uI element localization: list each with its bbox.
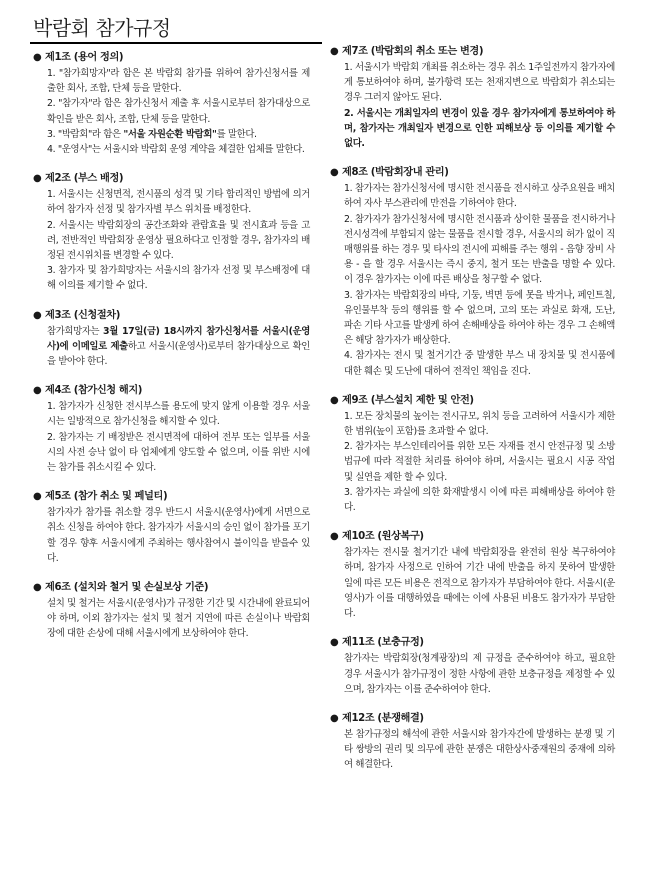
- article-paragraph: 1. 서울시는 신청면적, 전시품의 성격 및 기타 합리적인 방법에 의거하여 참가자 선정 및 참가자별 부스 위치를 배정한다.: [47, 189, 310, 216]
- article-paragraph: [33, 127, 310, 142]
- article-paragraph: 3. 참가자는 박람회장의 바닥, 기둥, 벽면 등에 못을 박거나, 페인트칠, 유인물부착 등의 행위를 할 수 없으며, 고의 또는 과실로 화재, 도난, 파손 기타 사고를 발생케 하여 손해배상을 하여야 하는 경우 그 손해액은 해당 참가자가 배상한다.: [344, 289, 615, 347]
- article-section: [330, 44, 615, 151]
- article-heading: [330, 165, 615, 181]
- article-heading: [33, 489, 310, 505]
- page-title: 박람회 참가규정: [33, 16, 171, 40]
- article-section: [33, 171, 310, 293]
- bullet-icon: ●: [330, 637, 339, 649]
- article-paragraph: 4. "운영사"는 서울시와 박람회 운영 계약을 체결한 업체를 말한다.: [47, 144, 305, 156]
- article-paragraph: 2. 서울시는 개최일자의 변경이 있을 경우 참가자에게 통보하여야 하며, 참가자는 개최일자 변경으로 인한 피해보상 등 이의를 제기할 수 없다.: [344, 107, 615, 150]
- paragraph-text: 참가희망자는: [47, 325, 104, 337]
- article-heading-text: 제8조 (박람회장내 관리): [342, 167, 449, 179]
- article-heading: [330, 529, 615, 545]
- article-paragraph: 2. 서울시는 박람회장의 공간조화와 관람효율 및 전시효과 등을 고려, 전반적인 박람회장 운영상 필요하다고 인정할 경우, 참가자의 배정된 전시위치를 변경할 수 있다.: [47, 219, 310, 262]
- article-section: [33, 580, 310, 642]
- emphasis-text: "서울 자원순환 박람회": [123, 128, 217, 140]
- left-column: [33, 50, 310, 656]
- article-heading-text: 제11조 (보충규정): [342, 637, 424, 649]
- bullet-icon: ●: [330, 531, 339, 543]
- article-paragraph: 참가자는 전시물 철거기간 내에 박람회장을 완전히 원상 복구하여야 하며, 참가자 사정으로 인하여 기간 내에 반출을 하지 못하여 발생한 일에 따른 모든 비용은 전적으로 참가자가 부담하여야 한다. 서울시(운영사)가 이를 대행하였을 때에는 이에 사용된 비용도 참가자가 부담한다.: [344, 547, 615, 620]
- article-paragraph: 1. 참가자는 참가신청서에 명시한 전시품을 전시하고 상주요원을 배치하여 자사 부스관리에 만전을 기하여야 한다.: [344, 183, 615, 210]
- article-heading-text: 제10조 (원상복구): [342, 531, 424, 543]
- article-heading-text: 제9조 (부스설치 제한 및 안전): [342, 394, 474, 406]
- article-heading: [33, 171, 310, 187]
- article-paragraph: 2. 참가자는 부스인테리어를 위한 모든 자재를 전시 안전규정 및 소방법규에 따라 적절한 처리를 하여야 하며, 서울시는 필요시 시공 작업 및 실연을 제한 할 수 있다.: [344, 441, 615, 483]
- article-paragraph: 1. "참가희망자"라 함은 본 박람회 참가를 위하여 참가신청서를 제출한 회사, 조합, 단체 등을 말한다.: [47, 68, 310, 95]
- article-heading-text: 제6조 (설치와 철거 및 손실보상 기준): [45, 582, 209, 594]
- article-section: [33, 489, 310, 566]
- bullet-icon: ●: [330, 167, 339, 179]
- article-section: [33, 383, 310, 475]
- bullet-icon: ●: [33, 173, 42, 185]
- paragraph-text: 하고 서울시(운영사)로부터 참가대상으로 확인을 받아야 한다.: [47, 340, 310, 368]
- article-heading-text: 제2조 (부스 배정): [45, 173, 124, 185]
- bullet-icon: ●: [33, 491, 42, 503]
- bullet-icon: ●: [33, 309, 42, 321]
- title-underline: [30, 42, 322, 44]
- article-paragraph: 1. 모든 장치물의 높이는 전시규모, 위치 등을 고려하여 서울시가 제한한 범위(높이 포함)를 초과할 수 없다.: [344, 410, 615, 438]
- article-paragraph: 2. 참가자가 참가신청서에 명시한 전시품과 상이한 물품을 전시하거나 전시성격에 부합되지 않는 물품을 전시할 경우, 서울시의 허가 없이 직매행위를 하는 경우 및 타사의 전시에 피해를 주는 행위 - 음향 장비 사용 - 을 할 경우 서울시는 즉시 중지, 철거 또는 반출을 명할 수 있다. 이 경우 참가자는 이에 따른 배상을 청구할 수 없다.: [344, 213, 615, 286]
- bullet-icon: ●: [33, 52, 42, 63]
- article-paragraph: [33, 324, 310, 370]
- article-section: [330, 635, 615, 697]
- article-heading-text: 제12조 (분쟁해결): [342, 712, 424, 724]
- article-heading-text: 제4조 (참가신청 해지): [45, 385, 143, 397]
- article-heading: [33, 580, 310, 596]
- article-heading-text: 제7조 (박람회의 취소 또는 변경): [342, 46, 484, 57]
- article-section: [33, 50, 310, 157]
- article-heading: [33, 308, 310, 324]
- paragraph-text: 3. "박람회"라 함은: [47, 128, 124, 140]
- article-paragraph: 1. 서울시가 박람회 개최를 취소하는 경우 취소 1주일전까지 참가자에게 통보하여야 하며, 불가항력 또는 천재지변으로 박람회가 취소되는 경우 그러지 않아도 된다.: [344, 62, 615, 104]
- article-heading-text: 제1조 (용어 정의): [45, 52, 124, 63]
- article-paragraph: 2. 참가자는 기 배정받은 전시면적에 대하여 전부 또는 일부를 서울시의 사전 승낙 없이 타 업체에게 양도할 수 없으며, 이를 위반 시에는 참가를 취소시킬 수 있다.: [47, 431, 310, 474]
- article-section: [33, 308, 310, 370]
- article-paragraph: 2. "참가자"라 함은 참가신청서 제출 후 서울시로부터 참가대상으로 확인을 받은 회사, 조합, 단체 등을 말한다.: [47, 98, 310, 125]
- article-paragraph: 1. 참가자가 신청한 전시부스를 용도에 맞지 않게 이용할 경우 서울시는 일방적으로 참가신청을 해지할 수 있다.: [47, 401, 310, 428]
- article-paragraph: 설치 및 철거는 서울시(운영사)가 규정한 기간 및 시간내에 완료되어야 하며, 이외 참가자는 설치 및 철거 지연에 따른 손실이나 박람회장에 대한 손상에 대해 서울시에게 보상하여야 한다.: [47, 598, 310, 640]
- article-heading: [330, 635, 615, 651]
- article-section: [330, 165, 615, 379]
- bullet-icon: ●: [330, 46, 339, 57]
- article-section: [330, 529, 615, 621]
- article-heading: [330, 44, 615, 60]
- right-column: [330, 44, 615, 787]
- article-heading: [330, 393, 615, 409]
- article-paragraph: 3. 참가자는 과실에 의한 화재발생시 이에 따른 피해배상을 하여야 한다.: [344, 486, 615, 514]
- article-paragraph: 3. 참가자 및 참가희망자는 서울시의 참가자 선정 및 부스배정에 대해 이의를 제기할 수 없다.: [47, 265, 310, 292]
- article-paragraph: 참가자는 박람회장(청계광장)의 제 규정을 준수하여야 하고, 필요한 경우 서울시가 참가규정이 정한 사항에 관한 보충규정을 제정할 수 있으며, 참가자는 이를 준수하여야 한다.: [344, 653, 615, 695]
- bullet-icon: ●: [33, 385, 42, 397]
- bullet-icon: ●: [330, 712, 339, 724]
- bullet-icon: ●: [330, 394, 339, 406]
- article-heading: [33, 383, 310, 399]
- bullet-icon: ●: [33, 582, 42, 594]
- article-heading: [330, 711, 615, 727]
- article-heading-text: 제5조 (참가 취소 및 페널티): [45, 491, 168, 503]
- article-heading: [33, 50, 310, 66]
- article-paragraph: 본 참가규정의 해석에 관한 서울시와 참가자간에 발생하는 분쟁 및 기타 쌍방의 권리 및 의무에 관한 분쟁은 대한상사중재원의 중재에 의하여 해결한다.: [344, 728, 615, 771]
- article-section: [330, 393, 615, 515]
- article-section: [330, 711, 615, 773]
- emphasis-text: 3월 17일(금) 18시까지 참가신청서를 서울시(운영사)에 이메일로 제출: [47, 325, 310, 352]
- article-paragraph: 참가자가 참가를 취소할 경우 반드시 서울시(운영사)에게 서면으로 취소 신청을 하여야 한다. 참가자가 서울시의 승인 없이 참가를 포기할 경우 향후 서울시에게 주최하는 행사참여시 불이익을 받을수 있다.: [47, 507, 310, 564]
- article-paragraph: 4. 참가자는 전시 및 철거기간 중 발생한 부스 내 장치물 및 전시품에 대한 훼손 및 도난에 대하여 전적인 책임을 진다.: [344, 350, 615, 377]
- paragraph-text: 를 말한다.: [216, 128, 257, 140]
- article-heading-text: 제3조 (신청절차): [45, 309, 120, 321]
